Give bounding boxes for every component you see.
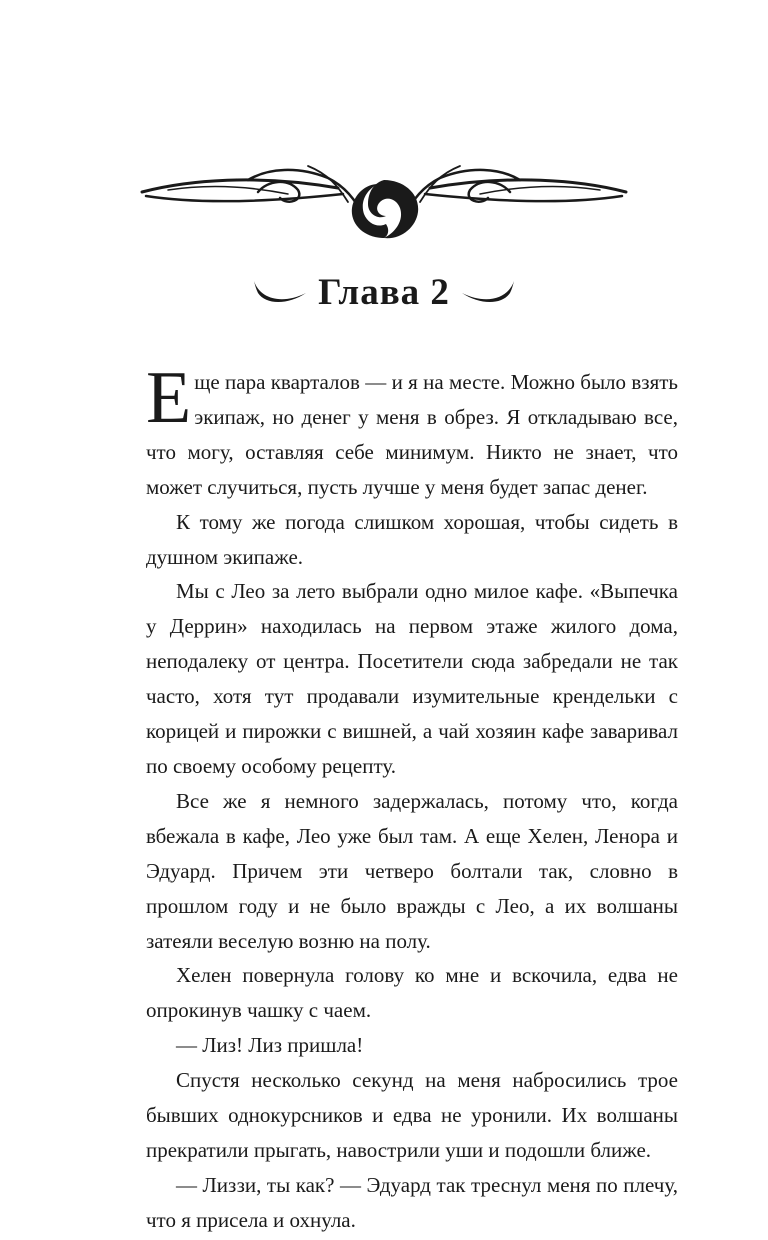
- paragraph: Все же я немного задержалась, потому что, когда вбежала в кафе, Лео уже был там. А еще Хелен, Ленора и Эдуард. Причем эти четверо болтали так, словно в прошлом году и не было вражды с Лео, а их волшаны затеяли веселую возню на полу.: [146, 788, 678, 953]
- chapter-text: [146, 357, 678, 1238]
- paragraph: Мы с Лео за лето выбрали одно милое кафе. «Выпечка у Деррин» находилась на первом этаже жилого дома, неподалеку от центра. Посетители сюда забредали не так часто, хотя тут продавали изумительные крендельки с корицей и пирожки с вишней, а чай хозяин кафе заваривал по своему особому рецепту.: [146, 579, 678, 778]
- right-swash-ornament: [460, 275, 516, 309]
- paragraph: — Лиззи, ты как? — Эдуард так треснул меня по плечу, что я присела и охнула.: [146, 1172, 678, 1232]
- paragraph: Хелен повернула голову ко мне и вскочила, едва не опрокинув чашку с чаем.: [146, 963, 678, 1023]
- chapter-title: Глава 2: [318, 271, 450, 313]
- drop-cap: Е: [146, 357, 192, 439]
- left-swash-ornament: [252, 275, 308, 309]
- paragraph: [146, 357, 678, 505]
- chapter-heading: [0, 262, 768, 322]
- chapter-ornament: [138, 158, 630, 244]
- paragraph: — Лиз! Лиз пришла!: [176, 1033, 364, 1058]
- paragraph: К тому же погода слишком хорошая, чтобы сидеть в душном экипаже.: [146, 509, 678, 569]
- paragraph-text: ще пара кварталов — и я на месте. Можно было взять экипаж, но денег у меня в обрез. Я откладываю все, что могу, оставляя себе минимум. Никто не знает, что может случиться, пусть лучше у меня будет запас денег.: [146, 370, 678, 499]
- paragraph: Спустя несколько секунд на меня набросились трое бывших однокурсников и едва не уронили. Их волшаны прекратили прыгать, навострили уши и подошли ближе.: [146, 1068, 678, 1162]
